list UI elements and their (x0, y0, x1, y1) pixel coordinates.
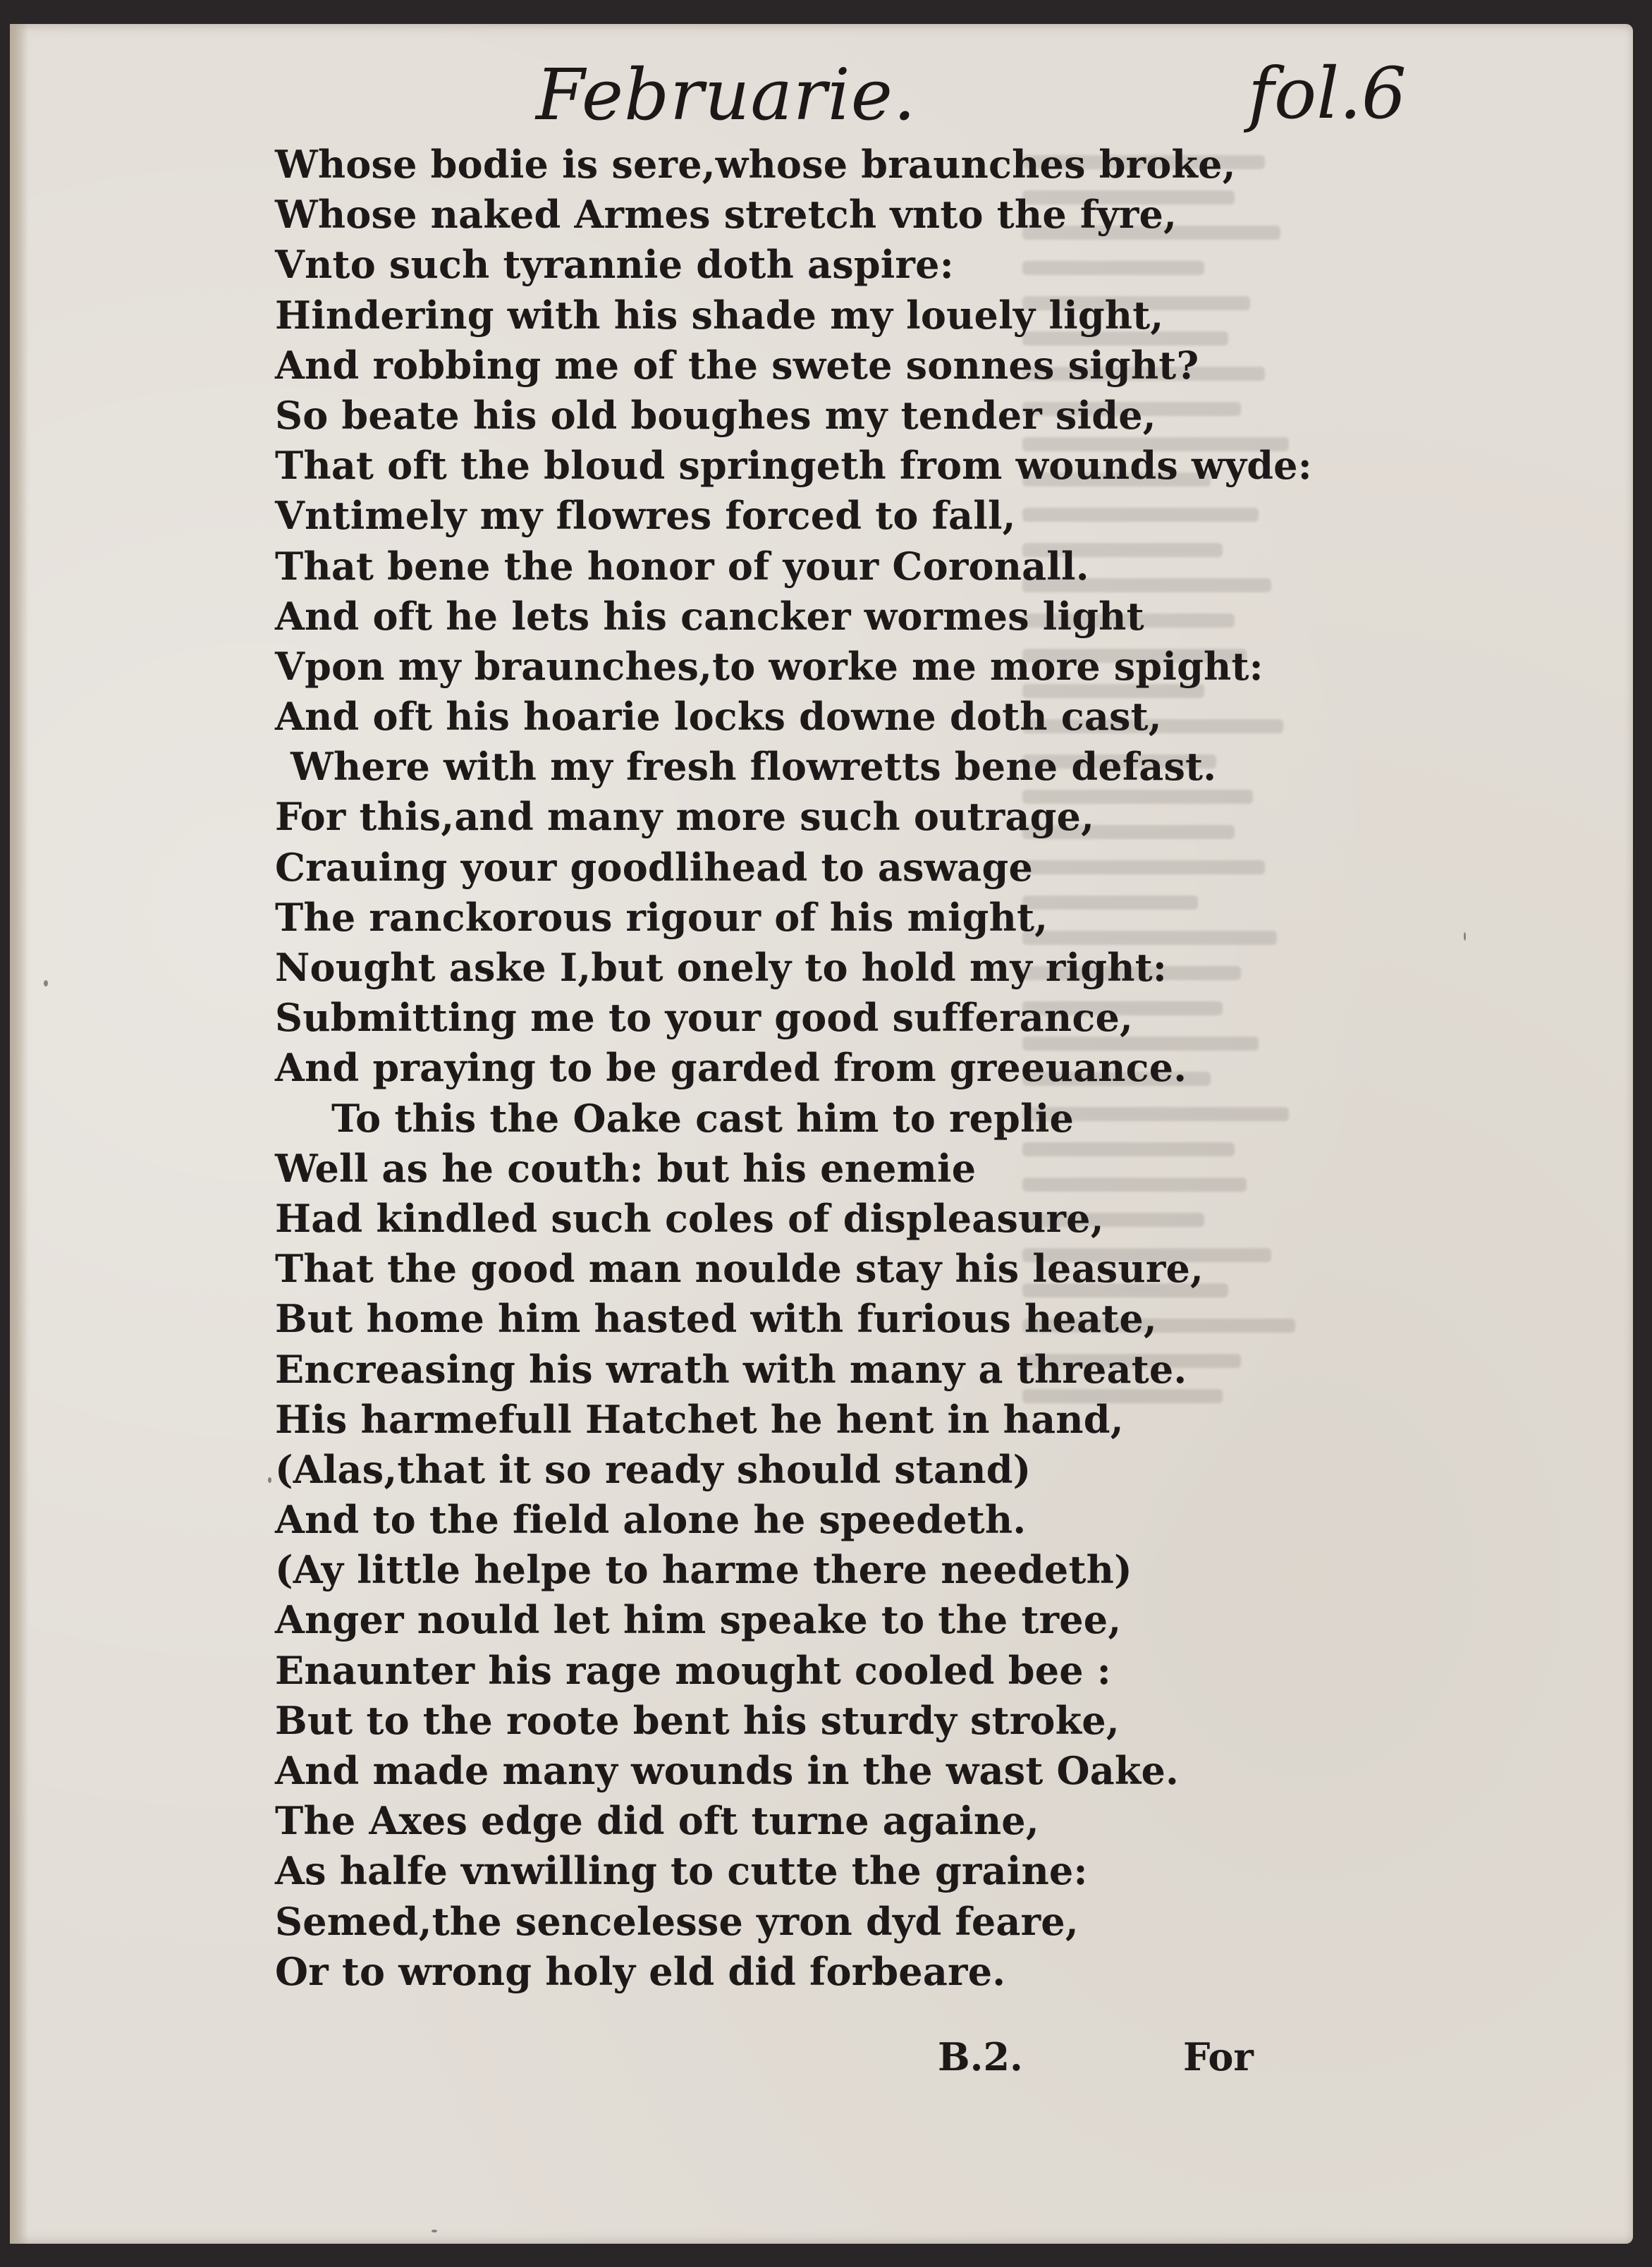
poem-line: And robbing me of the swete sonnes sight? (275, 342, 1199, 388)
folio-number: fol.6 (1248, 52, 1407, 135)
poem-line: Vpon my braunches,to worke me more spight: (275, 643, 1264, 689)
poem-line: Where with my fresh flowretts bene defast. (290, 744, 1217, 790)
poem-line: The Axes edge did oft turne againe, (275, 1798, 1039, 1844)
poem-line: Crauing your goodlihead to aswage (275, 844, 1033, 890)
poem-line: That oft the bloud springeth from wounds wyde: (275, 443, 1312, 489)
catchword: For (1183, 2034, 1254, 2079)
poem-line: And to the field alone he speedeth. (275, 1497, 1027, 1543)
poem-text-block (275, 140, 1312, 1997)
poem-line: But to the roote bent his sturdy stroke, (275, 1697, 1120, 1743)
ink-speck (44, 980, 48, 986)
poem-line: The ranckorous rigour of his might, (275, 894, 1048, 940)
poem-line: Whose naked Armes stretch vnto the fyre, (275, 192, 1177, 238)
poem-line: That bene the honor of your Coronall. (275, 543, 1089, 589)
poem-line: Semed,the sencelesse yron dyd feare, (275, 1898, 1079, 1944)
page-gutter-shadow (10, 24, 28, 2244)
ink-speck (1464, 932, 1466, 941)
poem-line: Well as he couth: but his enemie (275, 1145, 977, 1191)
poem-line: Vntimely my flowres forced to fall, (275, 493, 1016, 539)
poem-line: And oft he lets his cancker wormes light (275, 593, 1144, 639)
poem-line: His harmefull Hatchet he hent in hand, (275, 1396, 1124, 1442)
poem-line: And praying to be garded from greeuance. (275, 1045, 1187, 1091)
poem-line: But home him hasted with furious heate, (275, 1296, 1157, 1342)
poem-line: Enaunter his rage mought cooled bee : (275, 1647, 1111, 1693)
poem-line: (Ay little helpe to harme there needeth) (275, 1547, 1132, 1593)
poem-line: Whose bodie is sere,whose braunches broke, (275, 142, 1236, 187)
poem-line: As halfe vnwilling to cutte the graine: (275, 1848, 1088, 1894)
poem-line: Had kindled such coles of displeasure, (275, 1195, 1104, 1241)
poem-line: And oft his hoarie locks downe doth cast, (275, 694, 1162, 740)
poem-line: Submitting me to your good sufferance, (275, 995, 1134, 1041)
poem-line: That the good man noulde stay his leasure, (275, 1246, 1204, 1292)
poem-line: For this,and many more such outrage, (275, 794, 1095, 840)
poem-line: Encreasing his wrath with many a threate. (275, 1346, 1187, 1392)
poem-line: To this the Oake cast him to replie (331, 1095, 1075, 1141)
poem-line: So beate his old boughes my tender side, (275, 392, 1156, 438)
poem-line: Hindering with his shade my louely light, (275, 292, 1164, 338)
poem-line: Anger nould let him speake to the tree, (275, 1597, 1122, 1643)
poem-line: Or to wrong holy eld did forbeare. (275, 1948, 1006, 1994)
poem-line: (Alas,that it so ready should stand) (275, 1446, 1032, 1492)
signature-mark: B.2. (938, 2034, 1023, 2079)
running-title: Februarie. (536, 54, 917, 136)
ink-speck (432, 2230, 437, 2232)
ink-speck (268, 1477, 271, 1483)
poem-line: Vnto such tyrannie doth aspire: (275, 242, 954, 288)
poem-line: Nought aske I,but onely to hold my right: (275, 945, 1167, 990)
poem-line: And made many wounds in the wast Oake. (275, 1748, 1180, 1793)
